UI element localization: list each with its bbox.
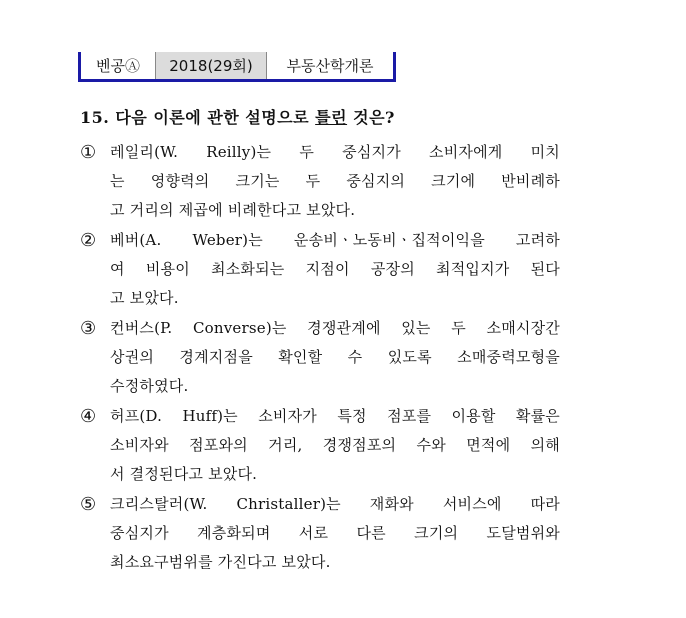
option-line: 크리스탈러(W. Christaller)는 재화와 서비스에 따라 <box>110 495 560 513</box>
option-marker: ⑤ <box>80 494 97 515</box>
question-stem <box>80 105 395 128</box>
option-line: 컨버스(P. Converse)는 경쟁관계에 있는 두 소매시장간 <box>110 319 560 337</box>
answer-option-3[interactable] <box>80 314 560 401</box>
option-line: 소비자와 점포와의 거리, 경쟁점포의 수와 면적에 의해 <box>110 436 560 454</box>
option-line: 서 결정된다고 보았다. <box>110 465 258 483</box>
option-line: 여 비용이 최소화되는 지점이 공장의 최적입지가 된다 <box>110 260 560 278</box>
option-line: 상권의 경계지점을 확인할 수 있도록 소매중력모형을 <box>110 348 560 366</box>
option-line: 베버(A. Weber)는 운송비ㆍ노동비ㆍ집적이익을 고려하 <box>110 231 560 249</box>
exam-type-label: 벤공Ⓐ <box>81 52 155 79</box>
question-text-after: 것은? <box>347 108 395 127</box>
answer-option-4[interactable] <box>80 402 560 489</box>
option-marker: ① <box>80 142 97 163</box>
exam-header <box>78 52 396 82</box>
question-number: 15. <box>80 108 110 127</box>
question-text-before: 다음 이론에 관한 설명으로 <box>115 108 316 127</box>
exam-subject-label: 부동산학개론 <box>267 52 393 79</box>
option-line: 중심지가 계층화되며 서로 다른 크기의 도달범위와 <box>110 524 560 542</box>
exam-year-label: 2018(29회) <box>155 52 267 79</box>
option-line: 최소요구범위를 가진다고 보았다. <box>110 553 331 571</box>
answer-option-5[interactable] <box>80 490 560 577</box>
answer-option-1[interactable] <box>80 138 560 225</box>
answer-option-2[interactable] <box>80 226 560 313</box>
question-emphasis: 틀린 <box>315 108 348 127</box>
option-line: 허프(D. Huff)는 소비자가 특정 점포를 이용할 확률은 <box>110 407 560 425</box>
option-line: 는 영향력의 크기는 두 중심지의 크기에 반비례하 <box>110 172 560 190</box>
option-line: 고 보았다. <box>110 289 179 307</box>
option-marker: ④ <box>80 406 97 427</box>
option-marker: ② <box>80 230 97 251</box>
option-line: 고 거리의 제곱에 비례한다고 보았다. <box>110 201 356 219</box>
option-marker: ③ <box>80 318 97 339</box>
option-line: 수정하였다. <box>110 377 189 395</box>
option-line: 레일리(W. Reilly)는 두 중심지가 소비자에게 미치 <box>110 143 560 161</box>
